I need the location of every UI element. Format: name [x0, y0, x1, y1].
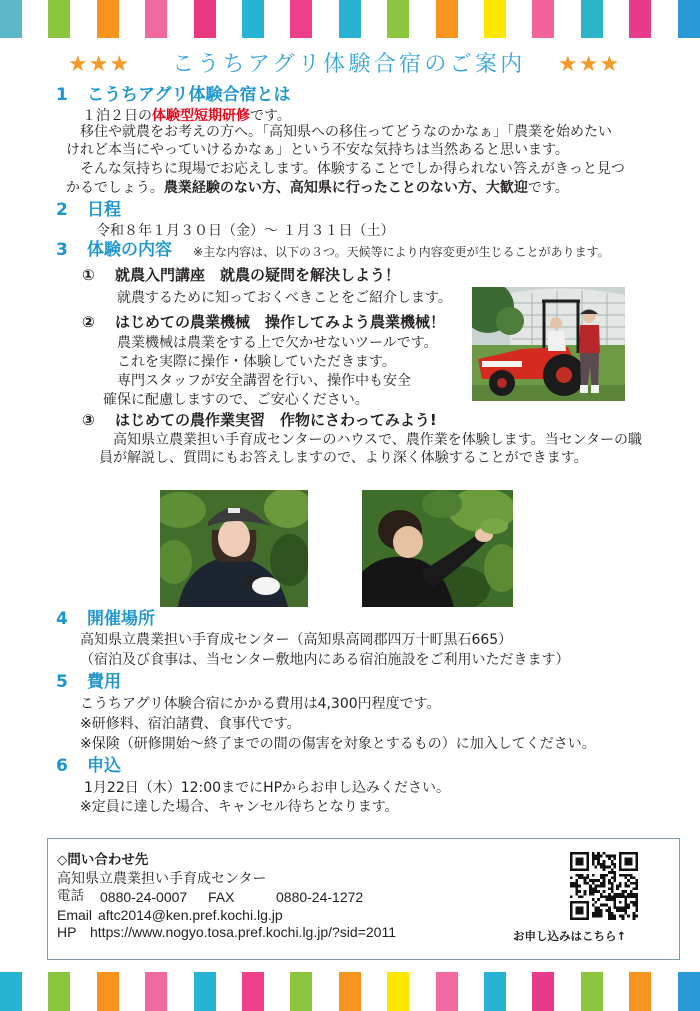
section-number: 1: [56, 85, 68, 105]
section-1-line: そんな気持ちに現場でお応えします。体験することでしか得られない答えがきっと見つ: [80, 161, 625, 177]
section-5-heading: [0, 674, 700, 692]
email-label: Email: [57, 907, 93, 923]
section-1-heading: [0, 87, 700, 105]
stripe-bar: [678, 0, 700, 38]
activity-item-3: [0, 413, 700, 429]
stripe-bar: [484, 0, 506, 38]
stripe-bar: [48, 972, 70, 1011]
text-segment: です。: [527, 180, 569, 196]
item-number: ③: [82, 411, 95, 429]
section-6-heading: [0, 758, 700, 776]
item-title: 就農入門講座 就農の疑問を解決しよう！: [115, 266, 401, 284]
hp-link[interactable]: https://www.nogyo.tosa.pref.kochi.lg.jp/?sid=2011: [90, 924, 396, 940]
item-number: ①: [82, 266, 95, 284]
stripe-bar: [387, 972, 409, 1011]
stripe-bar: [145, 972, 167, 1011]
stripe-bar: [0, 972, 22, 1011]
item-number: ②: [82, 313, 95, 331]
man-with-crop-photo: [362, 490, 513, 607]
item-description: 高知県立農業担い手育成センターのハウスで、農作業を体験します。当センターの職: [113, 432, 643, 448]
face: [218, 519, 250, 557]
item-description: これを実際に操作・体験していただきます。: [117, 354, 396, 370]
stripe-bar: [436, 0, 458, 38]
qr-caption: お申し込みはこちら↑: [513, 929, 627, 943]
standing-person: [579, 325, 600, 353]
item-description: 農業機械は農業をする上で欠かせないツールです。: [117, 335, 438, 351]
stripe-bar: [532, 972, 554, 1011]
section-2-heading: [0, 202, 700, 220]
title-stars-right: ★★★: [558, 52, 621, 77]
stripe-bar: [629, 0, 651, 38]
venue-line: 高知県立農業担い手育成センター（高知県高岡郡四万十町黒石665）: [80, 632, 513, 648]
fee-line: こうちアグリ体験合宿にかかる費用は4,300円程度です。: [80, 696, 441, 712]
section-1-line: [66, 181, 569, 195]
tel-number: 0880-24-0007: [100, 889, 188, 905]
section-title: 体験の内容: [87, 240, 172, 260]
section-title: 開催場所: [87, 609, 155, 629]
contact-organization: 高知県立農業担い手育成センター: [57, 871, 267, 887]
stripe-bar: [97, 972, 119, 1011]
section-1-line: [82, 109, 291, 123]
application-line: ※定員に達した場合、キャンセル待ちとなります。: [80, 799, 399, 815]
stripe-bar: [97, 0, 119, 38]
stripe-bar: [290, 0, 312, 38]
title-stars-left: ★★★: [68, 52, 131, 77]
section-3-note: ※主な内容は、以下の３つ。天候等により内容変更が生じることがあります。: [193, 245, 610, 259]
text-segment: かるでしょう。: [66, 180, 164, 196]
stripe-bar: [339, 0, 361, 38]
face: [393, 526, 423, 558]
stripe-bar: [436, 972, 458, 1011]
section-1-line: けれど本当にやっていけるかなぁ」という不安な気持ちは当然あると思います。: [66, 142, 569, 158]
text-segment: １泊２日の: [82, 108, 152, 124]
stripe-bar: [387, 0, 409, 38]
schedule-date: 令和８年１月３０日（金）～ １月３１日（土）: [96, 223, 395, 239]
tractor-photo: [472, 287, 625, 401]
top-stripe-border: [0, 0, 700, 38]
fax-label: FAX: [208, 889, 235, 905]
stripe-bar: [242, 0, 264, 38]
section-title: 申込: [87, 756, 121, 776]
item-description: 員が解説し、質問にもお答えしますので、より深く体験することができます。: [99, 450, 588, 466]
stripe-bar: [339, 972, 361, 1011]
fee-line: ※研修料、宿泊諸費、食事代です。: [80, 716, 301, 732]
stripe-bar: [194, 972, 216, 1011]
contact-box: [47, 838, 680, 960]
bottom-stripe-border: [0, 972, 700, 1011]
fax-number: 0880-24-1272: [276, 889, 364, 905]
glove: [252, 577, 280, 595]
stripe-bar: [629, 972, 651, 1011]
hp-label: HP: [57, 924, 77, 940]
fee-line: ※保険（研修開始～終了までの間の傷害を対象とするもの）に加入してください。: [80, 736, 596, 752]
item-title: はじめての農業機械 操作してみよう農業機械！: [115, 313, 446, 331]
section-number: 6: [56, 756, 68, 776]
section-title: こうちアグリ体験合宿とは: [87, 85, 291, 105]
section-1-line: 移住や就農をお考えの方へ。「高知県への移住ってどうなのかなぁ」「農業を始めたい: [80, 124, 612, 140]
bold-text: 農業経験のない方、高知県に行ったことのない方、大歓迎: [163, 180, 528, 196]
stripe-bar: [290, 972, 312, 1011]
text-segment: です。: [250, 108, 291, 124]
page-title: こうちアグリ体験合宿のご案内: [172, 52, 526, 77]
stripe-bar: [581, 0, 603, 38]
email-link[interactable]: aftc2014@ken.pref.kochi.lg.jp: [98, 907, 283, 923]
item-description: 専門スタッフが安全講習を行い、操作中も安全: [117, 373, 411, 389]
stripe-bar: [48, 0, 70, 38]
stripe-bar: [242, 972, 264, 1011]
item-description: 確保に配慮しますので、ご安心ください。: [103, 392, 369, 408]
stripe-bar: [678, 972, 700, 1011]
tel-label: 電話: [57, 888, 84, 904]
contact-heading: ◇問い合わせ先: [57, 852, 149, 868]
section-4-heading: [0, 611, 700, 629]
item-title: はじめての農作業実習 作物にさわってみよう!: [115, 411, 437, 429]
section-title: 日程: [87, 200, 121, 220]
stripe-bar: [532, 0, 554, 38]
section-number: 4: [56, 609, 68, 629]
stripe-bar: [194, 0, 216, 38]
section-title: 費用: [87, 672, 121, 692]
item-description: 就農するために知っておくべきことをご紹介します。: [117, 290, 452, 306]
stripe-bar: [0, 0, 22, 38]
stripe-bar: [581, 972, 603, 1011]
section-number: 2: [56, 200, 68, 220]
qr-code-icon[interactable]: [570, 852, 638, 920]
woman-with-crop-photo: [160, 490, 308, 607]
stripe-bar: [484, 972, 506, 1011]
highlight-text: 体験型短期研修: [152, 108, 250, 124]
section-number: 3: [56, 240, 68, 260]
activity-item-1: [0, 268, 700, 284]
application-line: 1月22日（木）12:00までにHPからお申し込みください。: [84, 780, 451, 796]
venue-line: （宿泊及び食事は、当センター敷地内にある宿泊施設をご利用いただきます）: [80, 652, 570, 668]
stripe-bar: [145, 0, 167, 38]
section-number: 5: [56, 672, 68, 692]
